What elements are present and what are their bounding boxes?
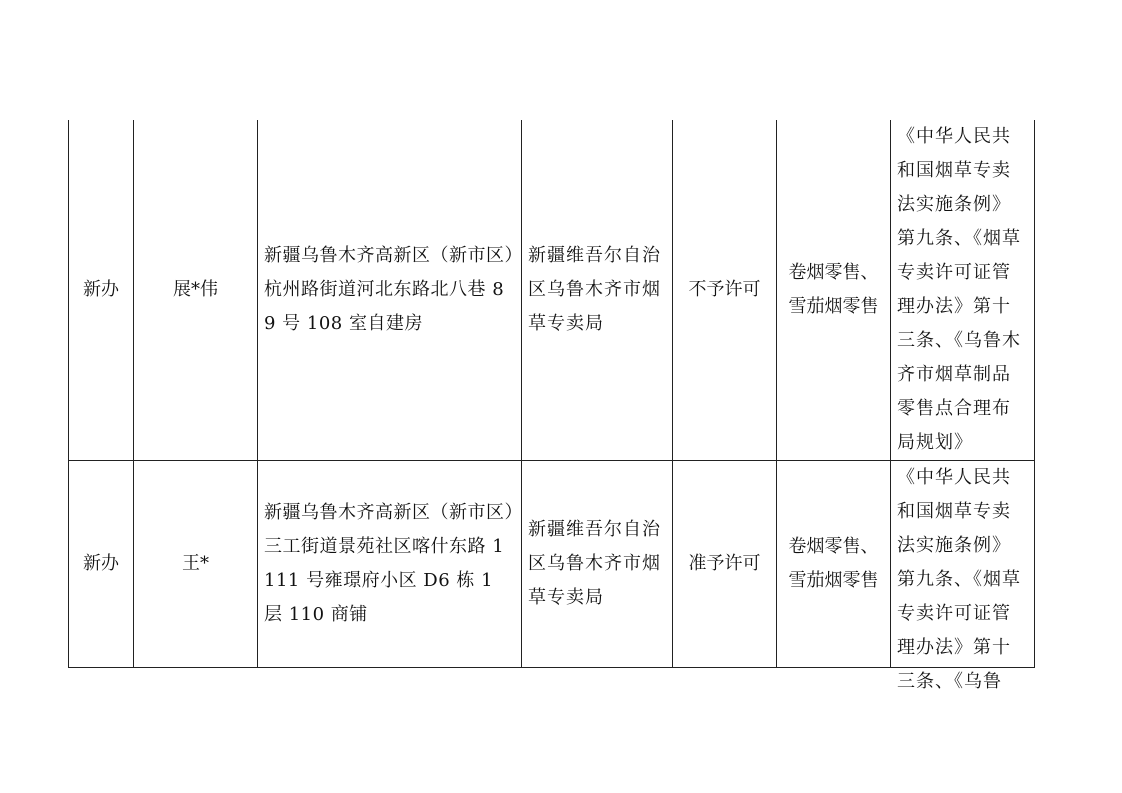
legal-basis-cell: 《中华人民共和国烟草专卖法实施条例》第九条、《烟草专卖许可证管理办法》第十三条、《乌鲁木齐市烟草制品零售点合理布局规划》 (891, 120, 1035, 461)
business-scope-cell: 卷烟零售、雪茄烟零售 (777, 461, 891, 668)
business-scope-cell: 卷烟零售、雪茄烟零售 (777, 120, 891, 461)
permit-table (68, 120, 1035, 692)
applicant-name-cell: 展*伟 (134, 120, 258, 461)
business-address-cell: 新疆乌鲁木齐高新区（新市区）三工街道景苑社区喀什东路 1111 号雍璟府小区 D6 栋 1 层 110 商铺 (258, 461, 522, 668)
decision-cell: 不予许可 (673, 120, 777, 461)
issuing-authority-cell: 新疆维吾尔自治区乌鲁木齐市烟草专卖局 (522, 461, 673, 668)
table-row (69, 120, 1035, 461)
decision-cell: 准予许可 (673, 461, 777, 668)
table-row (69, 461, 1035, 668)
applicant-name-cell: 王* (134, 461, 258, 668)
application-type-cell: 新办 (69, 461, 134, 668)
issuing-authority-cell: 新疆维吾尔自治区乌鲁木齐市烟草专卖局 (522, 120, 673, 461)
business-address-cell: 新疆乌鲁木齐高新区（新市区）杭州路街道河北东路北八巷 89 号 108 室自建房 (258, 120, 522, 461)
legal-basis-cell (891, 461, 1035, 692)
application-type-cell: 新办 (69, 120, 134, 461)
legal-basis-text: 《中华人民共和国烟草专卖法实施条例》第九条、《烟草专卖许可证管理办法》第十三条、《乌鲁 (897, 467, 1021, 692)
